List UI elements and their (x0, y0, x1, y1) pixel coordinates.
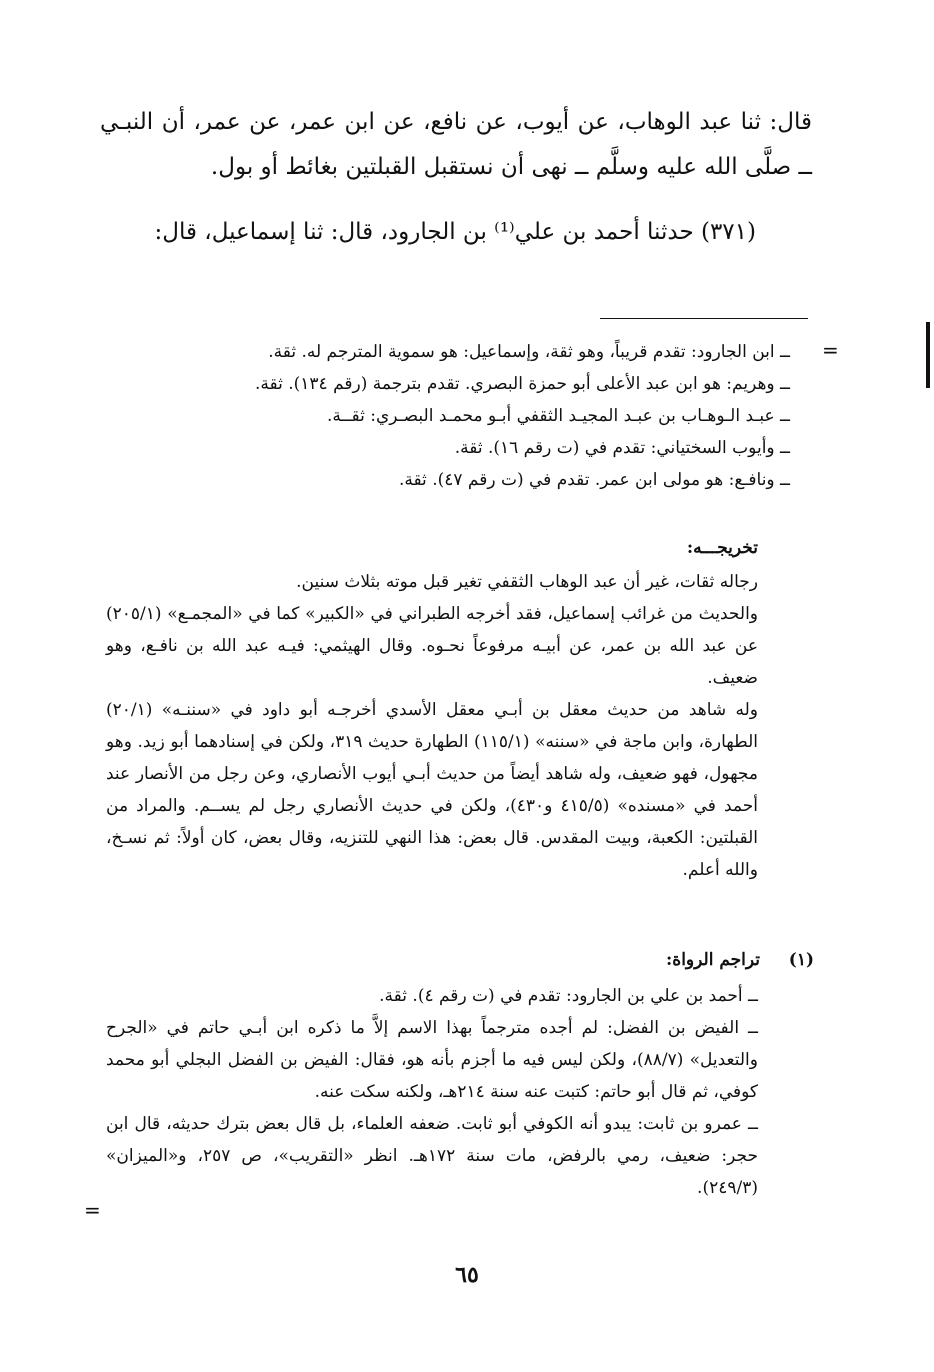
takhrij-title: تخريجـــه: (686, 538, 758, 558)
footnote-number: (١) (788, 950, 814, 970)
continuation-mark-bottom: = (84, 1198, 101, 1222)
footnote-paragraph: ــ أحمد بن علي بن الجارود: تقدم في (ت رقم ٤). ثقة. (379, 986, 758, 1006)
takhrij-body (106, 566, 758, 886)
narrator-item: ــ عبـد الـوهـاب بن عبـد المجيـد الثقفي أبـو محمـد البصـري: ثقــة. (327, 406, 790, 426)
narrator-item: ــ وهريم: هو ابن عبد الأعلى أبو حمزة البصري. تقدم بترجمة (رقم ١٣٤). ثقة. (254, 374, 790, 394)
footnote-divider (600, 318, 808, 319)
footnote-paragraph: ــ الفيض بن الفضل: لم أجده مترجماً بهذا الاسم إلاَّ ما ذكره ابن أبـي حاتم في «الجرح والتعديل» (٨٨/٧)، ولكن ليس فيه ما أجزم بأنه هو، فقال: الفيض بن الفضل البجلي أبو محمد كوفي، ثم قال أبو حاتم: كتبت عنه سنة ٢١٤هـ، ولكنه سكت عنه. (106, 1018, 758, 1102)
narrator-item: ــ ابن الجارود: تقدم قريباً، وهو ثقة، وإسماعيل: هو سموية المترجم له. ثقة. (268, 342, 790, 362)
narrator-item: ــ وأيوب السختياني: تقدم في (ت رقم ١٦). ثقة. (454, 438, 790, 458)
takhrij-paragraph: والحديث من غرائب إسماعيل، فقد أخرجه الطبراني في «الكبير» كما في «المجمـع» (٢٠٥/١) عن عبد الله بن عمر، عن أبيـه مرفوعاً نحـوه. وقال الهيثمي: فيـه عبد الله بن نافـع، وهو ضعيف. (106, 604, 758, 688)
page-number: ٦٥ (455, 1262, 479, 1288)
footnote-body (106, 980, 758, 1204)
takhrij-paragraph: رجاله ثقات، غير أن عبد الوهاب الثقفي تغير قبل موته بثلاث سنين. (296, 572, 758, 592)
footnote-title: تراجم الرواة: (666, 950, 760, 970)
narrator-item: ــ ونافـع: هو مولى ابن عمر. تقدم في (ت رقم ٤٧). ثقة. (398, 470, 790, 490)
hadith-heading: (٣٧١) حدثنا أحمد بن علي⁽¹⁾ بن الجارود، قال: ثنا إسماعيل، قال: (154, 219, 756, 245)
takhrij-paragraph: وله شاهد من حديث معقل بن أبـي معقل الأسدي أخرجـه أبو داود في «سننـه» (٢٠/١) الطهارة، وابن ماجة في «سننه» (١١٥/١) الطهارة حديث ٣١٩، ولكن في إسنادهما أبو زيد. وهو مجهول، فهو ضعيف، وله شاهد أيضاً من حديث أبـي أيوب الأنصاري، وعن رجل من الأنصار عند أحمد في «مسنده» (٤١٥/٥ و٤٣٠)، ولكن في حديث الأنصاري رجل لم يســم. والمراد من القبلتين: الكعبة، وبيت المقدس. قال بعض: هذا النهي للتنزيه، وقال بعض، كان أولاً: ثم نسـخ، والله أعلم. (106, 700, 758, 880)
continuation-mark-top: = (822, 338, 839, 362)
narrator-list (140, 336, 790, 496)
margin-bar (926, 322, 930, 388)
footnote-paragraph: ــ عمرو بن ثابت: يبدو أنه الكوفي أبو ثابت. ضعفه العلماء، بل قال بعض بترك حديثه، قال ابن حجر: ضعيف، رمي بالرفض، مات سنة ١٧٢هـ. انظر «التقريب»، ص ٢٥٧، و«الميزان» (٢٤٩/٣). (106, 1114, 758, 1198)
main-text-paragraph: قال: ثنا عبد الوهاب، عن أيوب، عن نافع، عن ابن عمر، عن عمر، أن النبـي ــ صلَّى الله عليه وسلَّم ــ نهى أن نستقبل القبلتين بغائط أو بول. (100, 109, 812, 180)
